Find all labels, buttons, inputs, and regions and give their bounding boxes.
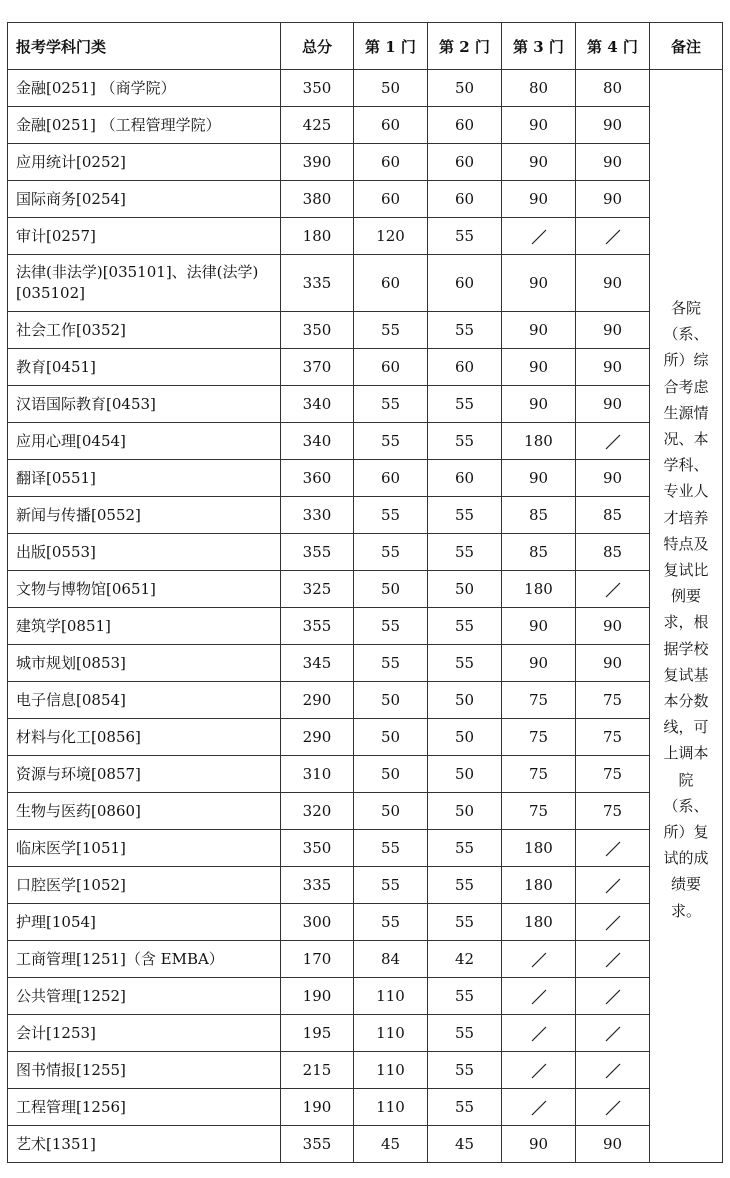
subject-4-score — [576, 218, 650, 255]
subject-name: 工商管理[1251]（含 EMBA） — [8, 941, 281, 978]
subject-1-score: 50 — [354, 682, 428, 719]
table-row — [8, 978, 723, 1015]
subject-2-score: 50 — [428, 70, 502, 107]
subject-4-score: 75 — [576, 682, 650, 719]
subject-2-score: 55 — [428, 312, 502, 349]
subject-4-score: 90 — [576, 312, 650, 349]
not-applicable-slash-icon — [604, 840, 622, 858]
subject-name: 图书情报[1255] — [8, 1052, 281, 1089]
subject-4-score — [576, 978, 650, 1015]
subject-1-score: 50 — [354, 793, 428, 830]
table-row — [8, 70, 723, 107]
subject-2-score: 60 — [428, 255, 502, 312]
subject-name: 资源与环境[0857] — [8, 756, 281, 793]
subject-4-score — [576, 904, 650, 941]
subject-1-score: 84 — [354, 941, 428, 978]
total-score: 340 — [281, 423, 354, 460]
subject-2-score: 60 — [428, 107, 502, 144]
total-score: 370 — [281, 349, 354, 386]
subject-1-score: 55 — [354, 608, 428, 645]
subject-2-score: 50 — [428, 756, 502, 793]
subject-3-score: 180 — [502, 571, 576, 608]
subject-name: 电子信息[0854] — [8, 682, 281, 719]
table-row — [8, 1052, 723, 1089]
subject-4-score: 90 — [576, 349, 650, 386]
subject-1-score: 110 — [354, 1015, 428, 1052]
header-note: 备注 — [650, 23, 723, 70]
table-row — [8, 793, 723, 830]
table-row — [8, 255, 723, 312]
subject-3-score: 90 — [502, 386, 576, 423]
subject-3-score: 180 — [502, 867, 576, 904]
remarks-text: 各院（系、所）综合考虑生源情况、本学科、专业人才培养特点及复试比例要求，根据学校复试基本分数线，可上调本院（系、所）复试的成绩要求。 — [663, 299, 709, 920]
subject-3-score: 90 — [502, 107, 576, 144]
subject-name: 公共管理[1252] — [8, 978, 281, 1015]
subject-4-score — [576, 1052, 650, 1089]
subject-2-score: 55 — [428, 1015, 502, 1052]
subject-3-score: 90 — [502, 144, 576, 181]
subject-1-score: 55 — [354, 423, 428, 460]
subject-name: 材料与化工[0856] — [8, 719, 281, 756]
subject-2-score: 55 — [428, 497, 502, 534]
subject-1-score: 110 — [354, 978, 428, 1015]
subject-1-score: 55 — [354, 904, 428, 941]
not-applicable-slash-icon — [604, 1025, 622, 1043]
table-row — [8, 181, 723, 218]
total-score: 380 — [281, 181, 354, 218]
subject-3-score — [502, 1015, 576, 1052]
not-applicable-slash-icon — [604, 581, 622, 599]
table-row — [8, 719, 723, 756]
subject-4-score — [576, 1015, 650, 1052]
table-row — [8, 497, 723, 534]
subject-2-score: 55 — [428, 218, 502, 255]
header-total: 总分 — [281, 23, 354, 70]
subject-3-score: 75 — [502, 682, 576, 719]
table-row — [8, 867, 723, 904]
subject-2-score: 55 — [428, 608, 502, 645]
subject-4-score: 90 — [576, 255, 650, 312]
subject-3-score — [502, 978, 576, 1015]
not-applicable-slash-icon — [604, 877, 622, 895]
total-score: 425 — [281, 107, 354, 144]
table-row — [8, 1015, 723, 1052]
subject-1-score: 110 — [354, 1052, 428, 1089]
subject-3-score: 90 — [502, 1126, 576, 1163]
subject-3-score: 85 — [502, 534, 576, 571]
subject-4-score: 90 — [576, 181, 650, 218]
subject-name: 翻译[0551] — [8, 460, 281, 497]
not-applicable-slash-icon — [530, 1099, 548, 1117]
total-score: 290 — [281, 719, 354, 756]
not-applicable-slash-icon — [530, 1062, 548, 1080]
subject-name: 汉语国际教育[0453] — [8, 386, 281, 423]
subject-4-score: 75 — [576, 719, 650, 756]
score-table — [7, 22, 723, 1163]
subject-4-score: 85 — [576, 497, 650, 534]
subject-name: 法律(非法学)[035101]、法律(法学)[035102] — [8, 255, 281, 312]
subject-1-score: 120 — [354, 218, 428, 255]
subject-4-score — [576, 867, 650, 904]
subject-2-score: 60 — [428, 349, 502, 386]
subject-3-score: 180 — [502, 904, 576, 941]
subject-4-score: 75 — [576, 793, 650, 830]
total-score: 340 — [281, 386, 354, 423]
subject-1-score: 50 — [354, 719, 428, 756]
subject-1-score: 55 — [354, 312, 428, 349]
subject-2-score: 60 — [428, 144, 502, 181]
subject-1-score: 50 — [354, 70, 428, 107]
subject-3-score: 90 — [502, 181, 576, 218]
total-score: 355 — [281, 1126, 354, 1163]
not-applicable-slash-icon — [604, 951, 622, 969]
subject-3-score: 90 — [502, 608, 576, 645]
subject-4-score: 90 — [576, 608, 650, 645]
total-score: 320 — [281, 793, 354, 830]
subject-name: 国际商务[0254] — [8, 181, 281, 218]
table-row — [8, 571, 723, 608]
not-applicable-slash-icon — [530, 988, 548, 1006]
table-row — [8, 682, 723, 719]
total-score: 360 — [281, 460, 354, 497]
not-applicable-slash-icon — [530, 228, 548, 246]
total-score: 390 — [281, 144, 354, 181]
header-subject-2: 第 2 门 — [428, 23, 502, 70]
subject-2-score: 45 — [428, 1126, 502, 1163]
subject-1-score: 55 — [354, 386, 428, 423]
subject-4-score: 90 — [576, 144, 650, 181]
subject-name: 护理[1054] — [8, 904, 281, 941]
subject-1-score: 60 — [354, 460, 428, 497]
not-applicable-slash-icon — [604, 1099, 622, 1117]
subject-1-score: 60 — [354, 255, 428, 312]
subject-2-score: 55 — [428, 904, 502, 941]
subject-3-score: 75 — [502, 719, 576, 756]
subject-name: 应用心理[0454] — [8, 423, 281, 460]
subject-1-score: 50 — [354, 756, 428, 793]
total-score: 190 — [281, 1089, 354, 1126]
subject-2-score: 55 — [428, 1089, 502, 1126]
subject-2-score: 55 — [428, 423, 502, 460]
table-row — [8, 386, 723, 423]
subject-2-score: 42 — [428, 941, 502, 978]
total-score: 215 — [281, 1052, 354, 1089]
subject-3-score — [502, 218, 576, 255]
subject-name: 审计[0257] — [8, 218, 281, 255]
header-subject-3: 第 3 门 — [502, 23, 576, 70]
total-score: 190 — [281, 978, 354, 1015]
subject-3-score — [502, 1052, 576, 1089]
total-score: 350 — [281, 312, 354, 349]
subject-3-score: 75 — [502, 756, 576, 793]
table-row — [8, 534, 723, 571]
total-score: 350 — [281, 830, 354, 867]
subject-name: 临床医学[1051] — [8, 830, 281, 867]
subject-1-score: 55 — [354, 645, 428, 682]
table-body — [8, 70, 723, 1163]
subject-3-score: 90 — [502, 460, 576, 497]
subject-name: 生物与医药[0860] — [8, 793, 281, 830]
header-row — [8, 23, 723, 70]
subject-3-score: 180 — [502, 423, 576, 460]
subject-3-score: 85 — [502, 497, 576, 534]
total-score: 300 — [281, 904, 354, 941]
subject-4-score — [576, 830, 650, 867]
subject-2-score: 55 — [428, 830, 502, 867]
subject-2-score: 50 — [428, 571, 502, 608]
table-row — [8, 423, 723, 460]
subject-2-score: 50 — [428, 793, 502, 830]
table-row — [8, 349, 723, 386]
subject-4-score: 90 — [576, 645, 650, 682]
subject-2-score: 60 — [428, 181, 502, 218]
subject-3-score — [502, 1089, 576, 1126]
not-applicable-slash-icon — [604, 433, 622, 451]
score-table-container — [7, 22, 723, 1163]
header-subject: 报考学科门类 — [8, 23, 281, 70]
table-row — [8, 144, 723, 181]
subject-4-score: 90 — [576, 460, 650, 497]
total-score: 170 — [281, 941, 354, 978]
subject-2-score: 50 — [428, 719, 502, 756]
subject-4-score — [576, 1089, 650, 1126]
subject-4-score: 75 — [576, 756, 650, 793]
subject-3-score: 80 — [502, 70, 576, 107]
subject-4-score: 90 — [576, 386, 650, 423]
subject-name: 金融[0251] （工程管理学院） — [8, 107, 281, 144]
total-score: 355 — [281, 608, 354, 645]
subject-1-score: 55 — [354, 867, 428, 904]
subject-1-score: 60 — [354, 349, 428, 386]
table-row — [8, 608, 723, 645]
subject-name: 教育[0451] — [8, 349, 281, 386]
total-score: 180 — [281, 218, 354, 255]
subject-4-score — [576, 571, 650, 608]
subject-2-score: 55 — [428, 645, 502, 682]
table-row — [8, 107, 723, 144]
table-row — [8, 1089, 723, 1126]
subject-1-score: 60 — [354, 181, 428, 218]
subject-name: 艺术[1351] — [8, 1126, 281, 1163]
subject-1-score: 60 — [354, 144, 428, 181]
subject-name: 建筑学[0851] — [8, 608, 281, 645]
subject-4-score — [576, 941, 650, 978]
subject-4-score — [576, 423, 650, 460]
total-score: 345 — [281, 645, 354, 682]
subject-4-score: 90 — [576, 107, 650, 144]
table-row — [8, 218, 723, 255]
subject-2-score: 55 — [428, 1052, 502, 1089]
subject-3-score: 180 — [502, 830, 576, 867]
not-applicable-slash-icon — [530, 1025, 548, 1043]
total-score: 310 — [281, 756, 354, 793]
table-row — [8, 1126, 723, 1163]
subject-1-score: 55 — [354, 830, 428, 867]
subject-3-score: 75 — [502, 793, 576, 830]
table-row — [8, 941, 723, 978]
table-row — [8, 460, 723, 497]
subject-name: 会计[1253] — [8, 1015, 281, 1052]
subject-1-score: 55 — [354, 497, 428, 534]
subject-1-score: 50 — [354, 571, 428, 608]
subject-3-score — [502, 941, 576, 978]
subject-1-score: 55 — [354, 534, 428, 571]
table-row — [8, 756, 723, 793]
subject-name: 应用统计[0252] — [8, 144, 281, 181]
total-score: 290 — [281, 682, 354, 719]
subject-name: 金融[0251] （商学院） — [8, 70, 281, 107]
total-score: 330 — [281, 497, 354, 534]
subject-1-score: 110 — [354, 1089, 428, 1126]
subject-name: 文物与博物馆[0651] — [8, 571, 281, 608]
subject-name: 工程管理[1256] — [8, 1089, 281, 1126]
not-applicable-slash-icon — [604, 988, 622, 1006]
not-applicable-slash-icon — [604, 914, 622, 932]
subject-2-score: 50 — [428, 682, 502, 719]
subject-4-score: 80 — [576, 70, 650, 107]
subject-name: 出版[0553] — [8, 534, 281, 571]
subject-2-score: 55 — [428, 867, 502, 904]
subject-2-score: 55 — [428, 386, 502, 423]
header-subject-4: 第 4 门 — [576, 23, 650, 70]
table-row — [8, 904, 723, 941]
total-score: 325 — [281, 571, 354, 608]
total-score: 355 — [281, 534, 354, 571]
subject-3-score: 90 — [502, 349, 576, 386]
not-applicable-slash-icon — [604, 228, 622, 246]
header-subject-1: 第 1 门 — [354, 23, 428, 70]
not-applicable-slash-icon — [604, 1062, 622, 1080]
remarks-cell — [650, 70, 723, 1163]
subject-name: 城市规划[0853] — [8, 645, 281, 682]
subject-2-score: 60 — [428, 460, 502, 497]
subject-3-score: 90 — [502, 645, 576, 682]
not-applicable-slash-icon — [530, 951, 548, 969]
table-row — [8, 830, 723, 867]
total-score: 335 — [281, 255, 354, 312]
subject-name: 社会工作[0352] — [8, 312, 281, 349]
subject-name: 新闻与传播[0552] — [8, 497, 281, 534]
subject-1-score: 45 — [354, 1126, 428, 1163]
total-score: 335 — [281, 867, 354, 904]
subject-2-score: 55 — [428, 534, 502, 571]
subject-1-score: 60 — [354, 107, 428, 144]
total-score: 195 — [281, 1015, 354, 1052]
table-row — [8, 312, 723, 349]
subject-2-score: 55 — [428, 978, 502, 1015]
table-row — [8, 645, 723, 682]
subject-4-score: 90 — [576, 1126, 650, 1163]
total-score: 350 — [281, 70, 354, 107]
subject-4-score: 85 — [576, 534, 650, 571]
subject-3-score: 90 — [502, 255, 576, 312]
subject-3-score: 90 — [502, 312, 576, 349]
subject-name: 口腔医学[1052] — [8, 867, 281, 904]
